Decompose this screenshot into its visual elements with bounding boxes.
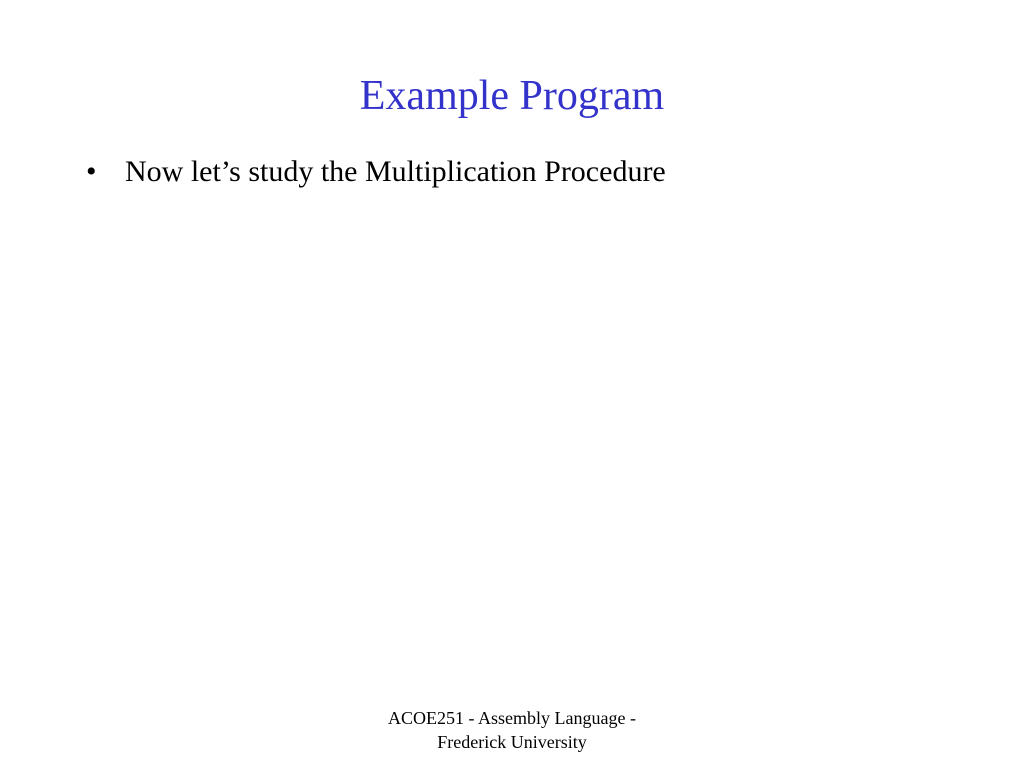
bullet-text: Now let’s study the Multiplication Procedure [125,155,666,188]
footer-university-line: Frederick University [437,732,587,752]
bullet-item [86,152,966,192]
bullet-list [86,152,966,192]
footer-course-line: ACOE251 - Assembly Language - [388,708,636,728]
slide-title: Example Program [359,73,665,119]
bullet-marker: • [86,155,97,188]
slide-footer [312,706,712,754]
